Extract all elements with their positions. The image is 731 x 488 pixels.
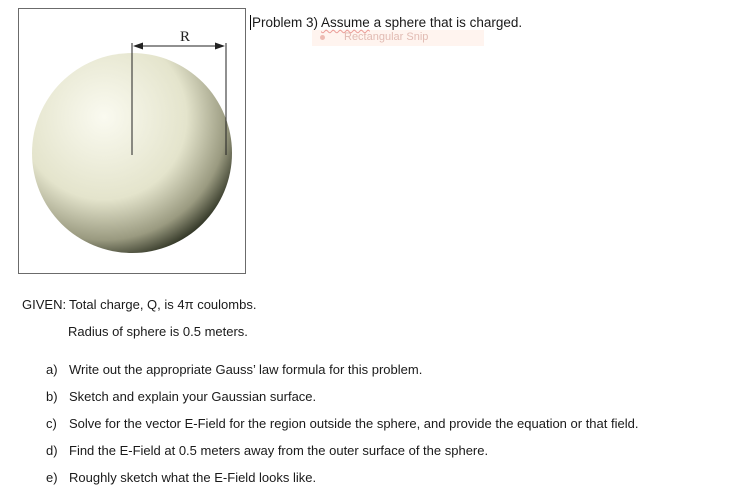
rectangular-snip-tooltip — [312, 30, 484, 46]
arrowhead-right — [215, 43, 225, 50]
question-letter: e) — [46, 470, 58, 485]
snip-label: Rectangular Snip — [344, 31, 429, 43]
arrowhead-left — [133, 43, 143, 50]
given-radius: Radius of sphere is 0.5 meters. — [68, 324, 248, 339]
sphere-figure — [18, 8, 246, 274]
question-letter: b) — [46, 389, 58, 404]
radius-label: R — [179, 29, 191, 45]
question-letter: a) — [46, 362, 58, 377]
snip-icon — [320, 35, 325, 40]
given-total-charge: Total charge, Q, is 4π coulombs. — [69, 297, 257, 312]
question-text: Roughly sketch what the E-Field looks like. — [69, 470, 317, 485]
sphere-diagram — [19, 9, 245, 273]
given-label: GIVEN: — [22, 297, 67, 312]
question-text: Find the E-Field at 0.5 meters away from the outer surface of the sphere. — [69, 443, 489, 458]
question-text: Write out the appropriate Gauss’ law formula for this problem. — [69, 362, 423, 377]
question-letter: d) — [46, 443, 58, 458]
problem-keyword: Assume — [321, 15, 370, 30]
problem-title — [250, 15, 522, 30]
question-letter: c) — [46, 416, 57, 431]
question-text: Solve for the vector E-Field for the region outside the sphere, and provide the equation or that field. — [69, 416, 639, 431]
problem-rest: a sphere that is charged. — [369, 15, 523, 30]
problem-prefix: Problem 3) — [252, 15, 319, 30]
question-text: Sketch and explain your Gaussian surface. — [69, 389, 317, 404]
text-cursor — [250, 15, 251, 30]
